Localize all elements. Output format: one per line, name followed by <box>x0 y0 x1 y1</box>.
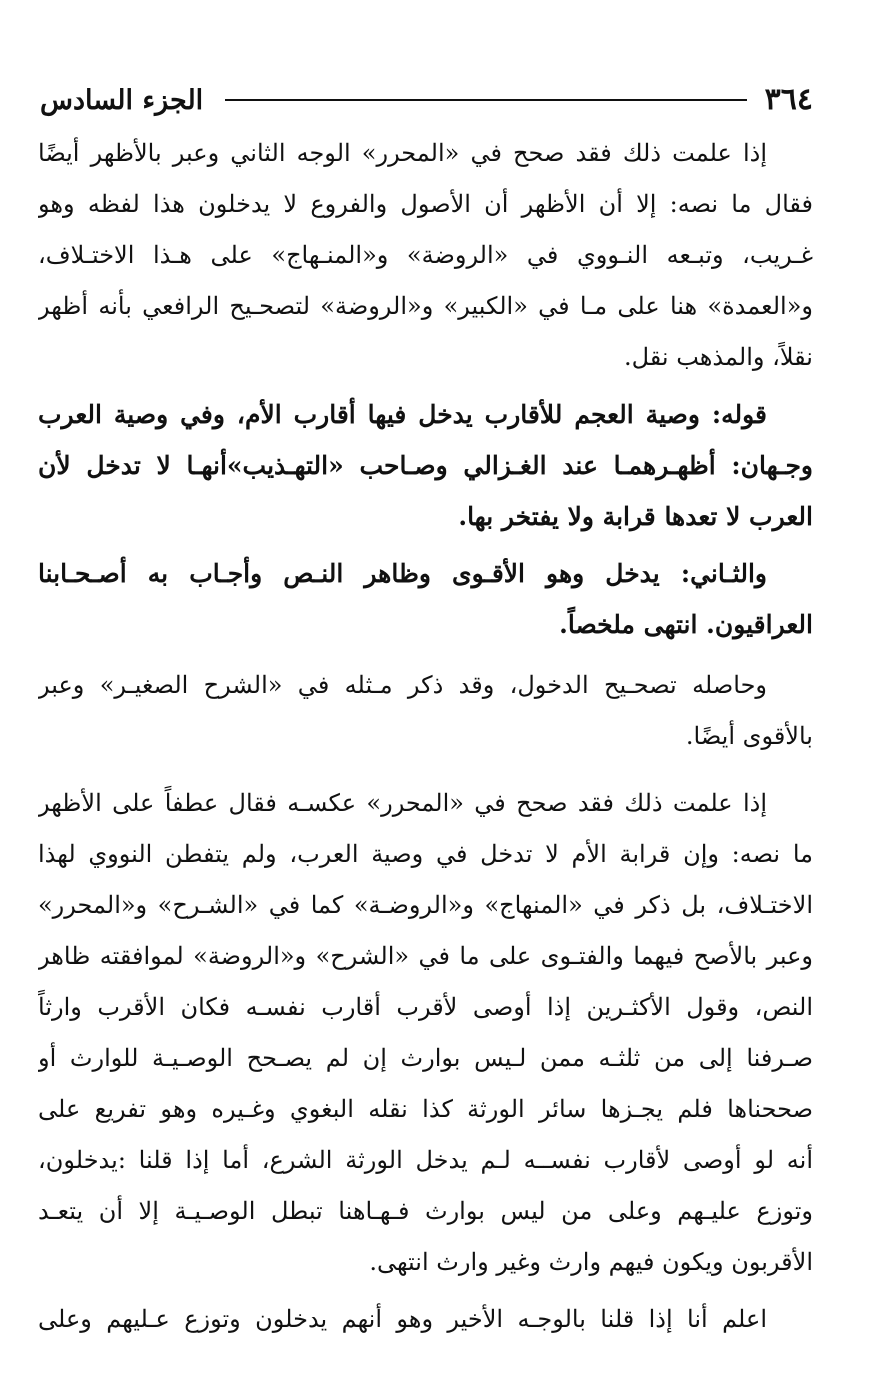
quoted-line: قوله: وصية العجم للأقارب يدخل فيها أقارب الأم، وفي وصية العرب <box>38 400 767 429</box>
text-line: وحاصله تصحـيح الدخول، وقد ذكر مـثله في «الشرح الصغيـر» وعبر <box>38 671 767 699</box>
text-line: إذا علمت ذلك فقد صحح في «المحرر» عكسـه فقال عطفاً على الأظهر <box>38 789 767 817</box>
text-line: غـريب، وتبـعه النـووي في «الروضة» و«المنـهاج» على هـذا الاختـلاف، <box>38 241 813 269</box>
quoted-line: وجـهان: أظهـرهمـا عند الغـزالي وصـاحب «التهـذيب»أنهـا لا تدخل لأن <box>38 451 813 480</box>
text-line: ما نصه: وإن قرابة الأم لا تدخل في وصية العرب، ولم يتفطن النووي لهذا <box>38 840 813 868</box>
text-line: وتوزع عليـهم وعلى من ليس بوارث فـهـاهنا تبطل الوصـيـة إلا أن يتعـد <box>38 1197 813 1225</box>
quoted-line: العرب لا تعدها قرابة ولا يفتخر بها. <box>458 502 813 531</box>
text-line: صـرفنا إلى من ثلثـه ممن لـيس بوارث إن لم يصـحح الوصـيـة للوارث أو <box>38 1044 813 1072</box>
quoted-line: العراقيون. انتهى ملخصاً. <box>559 610 813 639</box>
text-line: صححناها فلم يجـزها سائر الورثة كذا نقله البغوي وغـيره وهو تفريع على <box>38 1095 813 1123</box>
text-line: الاختـلاف، بل ذكر في «المنهاج» و«الروضـة» كما في «الشـرح» و«المحرر» <box>38 891 813 919</box>
text-line: أنه لو أوصى لأقارب نفســه لـم يدخل الورثة الشرع، أما إذا قلنا :يدخلون، <box>38 1146 813 1174</box>
text-line: اعلم أنا إذا قلنا بالوجـه الأخير وهو أنهم يدخلون وتوزع عـليهم وعلى <box>38 1305 767 1333</box>
page-number: ٣٦٤ <box>764 82 813 117</box>
text-line: إذا علمت ذلك فقد صحح في «المحرر» الوجه الثاني وعبر بالأظهر أيضًا <box>38 139 767 167</box>
paragraph-gap <box>38 650 813 660</box>
paragraph-gap <box>38 762 813 778</box>
text-line: وعبر بالأصح فيهما والفتـوى على ما في «الشرح» و«الروضة» لموافقته ظاهر <box>38 942 813 970</box>
header-rule <box>225 99 746 101</box>
page-header <box>40 78 813 122</box>
text-line: النص، وقول الأكثـرين إذا أوصى لأقرب أقارب نفسـه فكان الأقرب وارثاً <box>38 993 813 1021</box>
text-line: بالأقوى أيضًا. <box>685 722 813 750</box>
text-line: الأقربون ويكون فيهم وارث وغير وارث انتهى. <box>369 1248 813 1276</box>
page-body <box>38 128 813 1345</box>
running-title: الجزء السادس <box>40 84 204 116</box>
quoted-line: والثـاني: يدخل وهو الأقـوى وظاهر النـص وأجـاب به أصـحـابنا <box>38 559 767 588</box>
text-line: فقال ما نصه: إلا أن الأظهر أن الأصول والفروع لا يدخلون هذا لفظه وهو <box>38 190 813 218</box>
text-line: نقلاً، والمذهب نقل. <box>623 343 813 371</box>
text-line: و«العمدة» هنا على مـا في «الكبير» و«الروضة» لتصحـيح الرافعي بأنه أظهر <box>38 292 813 320</box>
